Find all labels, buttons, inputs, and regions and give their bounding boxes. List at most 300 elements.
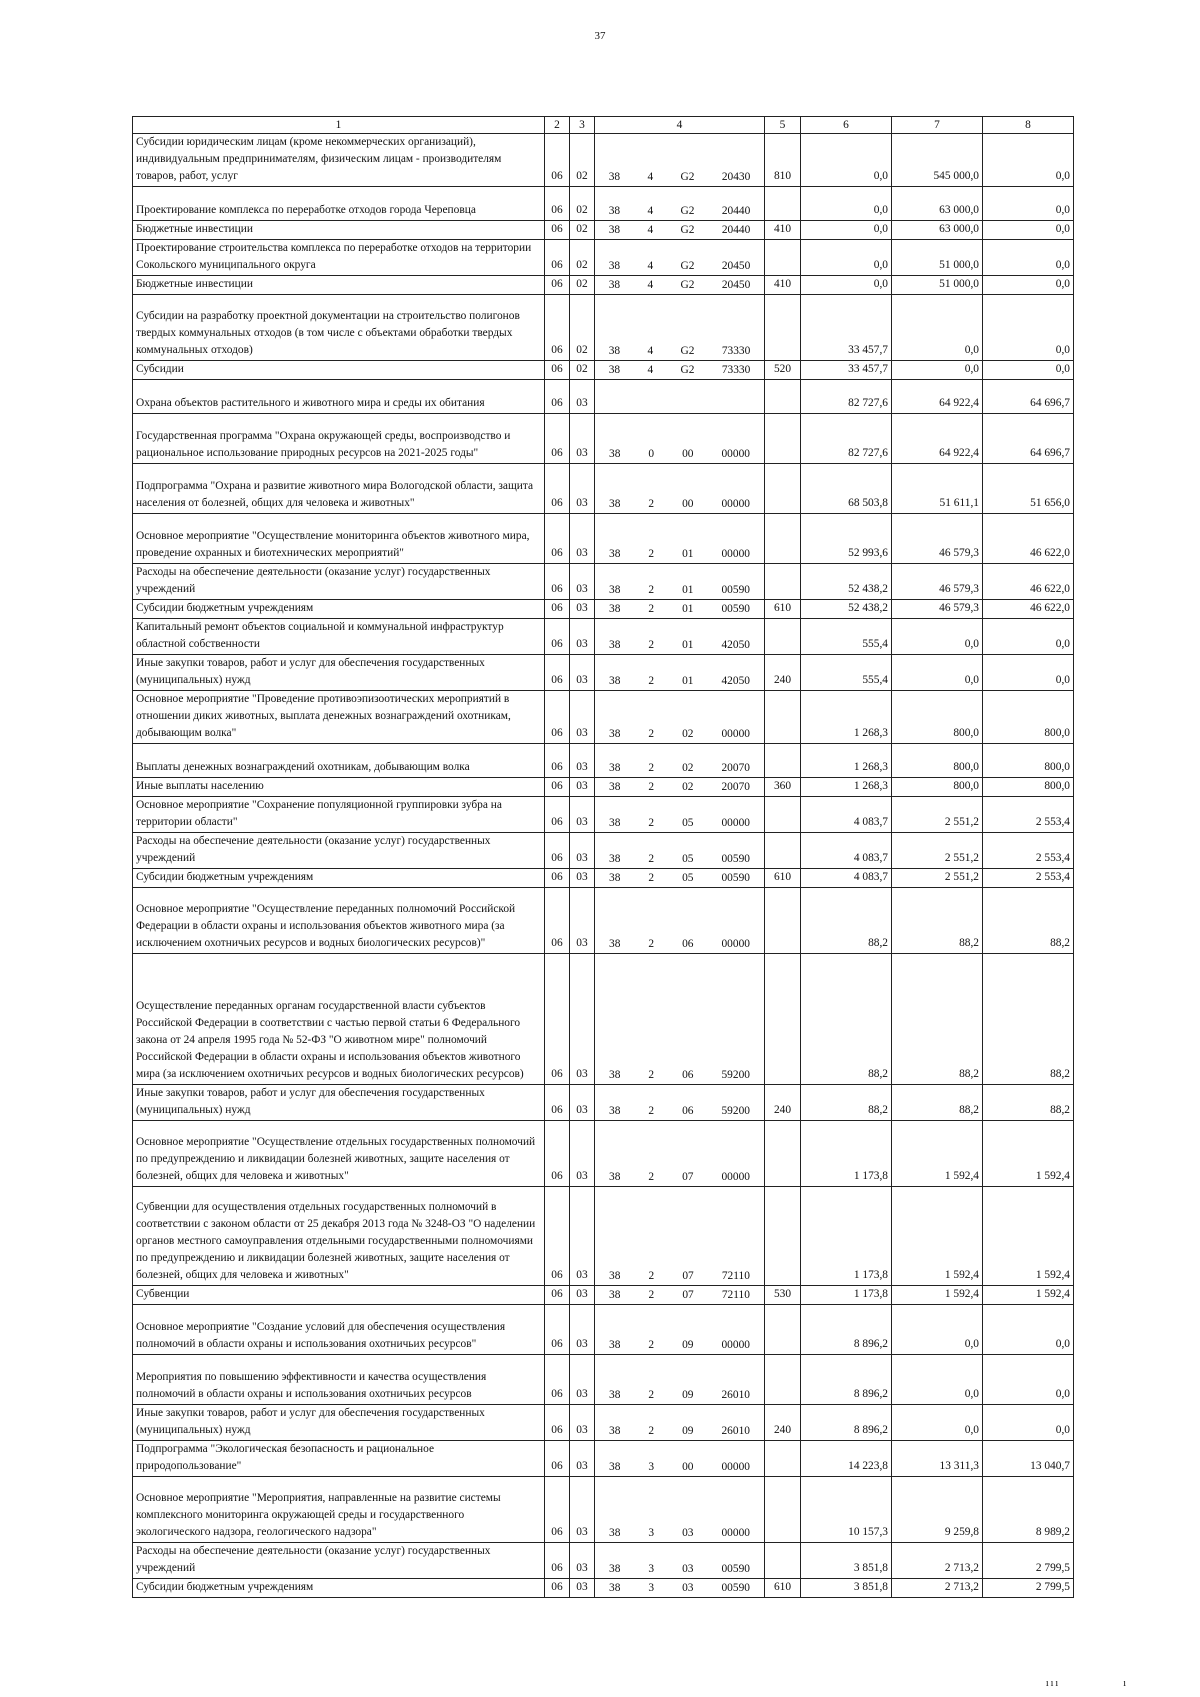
target-article-parts — [595, 343, 764, 360]
program-code: 38 — [608, 224, 621, 236]
direction-code: 72110 — [721, 1270, 750, 1282]
section-code: 06 — [545, 1121, 570, 1187]
subsection-code: 03 — [570, 514, 595, 564]
amount-col-7: 46 579,3 — [892, 564, 983, 600]
row-name: Субсидии бюджетным учреждениям — [133, 600, 545, 619]
page-number: 37 — [594, 30, 606, 42]
amount-col-6: 52 438,2 — [801, 600, 892, 619]
program-code: 38 — [609, 1582, 621, 1594]
target-article-code — [595, 187, 765, 221]
amount-col-6: 10 157,3 — [801, 1477, 892, 1543]
target-article-code — [595, 744, 765, 778]
subprogram-code: 2 — [648, 548, 655, 560]
header-cell: 3 — [570, 117, 595, 134]
direction-code: 20430 — [721, 171, 751, 183]
amount-col-7: 51 000,0 — [892, 240, 983, 276]
program-code: 38 — [609, 872, 621, 884]
amount-col-6: 3 851,8 — [801, 1543, 892, 1579]
target-article-parts — [595, 760, 764, 777]
direction-code: 73330 — [721, 345, 751, 357]
program-code: 38 — [608, 171, 621, 183]
measure-code: 06 — [682, 1105, 694, 1117]
amount-col-8: 8 989,2 — [983, 1477, 1074, 1543]
section-code: 06 — [545, 187, 570, 221]
amount-col-7: 800,0 — [892, 778, 983, 797]
program-code: 38 — [609, 603, 621, 615]
expense-type-code: 810 — [765, 134, 801, 187]
subsection-code: 03 — [570, 464, 595, 514]
amount-col-6: 4 083,7 — [801, 869, 892, 888]
amount-col-7: 2 713,2 — [892, 1579, 983, 1598]
section-code: 06 — [545, 778, 570, 797]
amount-col-7: 46 579,3 — [892, 514, 983, 564]
subprogram-code: 2 — [648, 1425, 655, 1437]
section-code: 06 — [545, 1286, 570, 1305]
amount-col-8: 0,0 — [983, 295, 1074, 361]
expense-type-code — [765, 888, 801, 954]
section-code: 06 — [545, 564, 570, 600]
direction-code: 42050 — [721, 639, 750, 651]
expense-type-code: 610 — [765, 600, 801, 619]
expense-type-code — [765, 1305, 801, 1355]
amount-col-6: 3 851,8 — [801, 1579, 892, 1598]
subsection-code: 03 — [570, 1085, 595, 1121]
direction-code: 20450 — [721, 279, 751, 291]
header-cell: 4 — [595, 117, 765, 134]
subprogram-code: 2 — [648, 1270, 655, 1282]
section-code: 06 — [545, 414, 570, 464]
table-row — [133, 1187, 1074, 1286]
target-article-parts — [595, 1561, 764, 1578]
program-code: 38 — [609, 1171, 621, 1183]
subprogram-code: 2 — [648, 728, 655, 740]
direction-code: 20070 — [721, 781, 750, 793]
section-code: 06 — [545, 221, 570, 240]
subsection-code: 02 — [570, 240, 595, 276]
target-article-parts — [595, 936, 764, 953]
row-name: Расходы на обеспечение деятельности (оказание услуг) государственных учреждений — [133, 1543, 545, 1579]
target-article-code — [595, 954, 765, 1085]
target-article-code — [595, 655, 765, 691]
header-cell: 1 — [133, 117, 545, 134]
row-name: Иные закупки товаров, работ и услуг для обеспечения государственных (муниципальных) нужд — [133, 655, 545, 691]
measure-code: 02 — [682, 728, 694, 740]
target-article-parts — [595, 1103, 764, 1120]
subsection-code: 02 — [570, 276, 595, 295]
table-row — [133, 691, 1074, 744]
table-row — [133, 888, 1074, 954]
measure-code: 01 — [682, 639, 694, 651]
expense-type-code — [765, 414, 801, 464]
program-code: 38 — [609, 1527, 621, 1539]
measure-code: G2 — [680, 171, 695, 183]
row-name: Основное мероприятие "Осуществление переданных полномочий Российской Федерации в области охраны и использования объектов животного мира (за исключением охотничьих ресурсов и водных биологических ресурсов)" — [133, 888, 545, 954]
subsection-code: 03 — [570, 600, 595, 619]
row-name: Субсидии — [133, 361, 545, 380]
expense-type-code — [765, 691, 801, 744]
measure-code: 01 — [682, 603, 694, 615]
amount-col-6: 1 173,8 — [801, 1121, 892, 1187]
measure-code: G2 — [680, 279, 695, 291]
expense-type-code — [765, 1187, 801, 1286]
target-article-code — [595, 1121, 765, 1187]
table-header-row — [133, 117, 1074, 134]
target-article-parts — [595, 362, 764, 379]
subprogram-code: 2 — [648, 1105, 655, 1117]
target-article-parts — [595, 258, 764, 275]
program-code: 38 — [609, 1389, 621, 1401]
expense-type-code: 410 — [765, 276, 801, 295]
target-article-parts — [595, 870, 764, 887]
program-code: 38 — [609, 1069, 621, 1081]
amount-col-7: 13 311,3 — [892, 1441, 983, 1477]
subprogram-code: 2 — [648, 498, 655, 510]
direction-code: 26010 — [721, 1425, 750, 1437]
subsection-code: 03 — [570, 833, 595, 869]
amount-col-7: 64 922,4 — [892, 414, 983, 464]
section-code: 06 — [545, 1085, 570, 1121]
program-code: 38 — [608, 345, 621, 357]
amount-col-8: 88,2 — [983, 888, 1074, 954]
row-name: Иные закупки товаров, работ и услуг для обеспечения государственных (муниципальных) нужд — [133, 1085, 545, 1121]
section-code: 06 — [545, 833, 570, 869]
subprogram-code: 0 — [648, 448, 655, 460]
subsection-code: 03 — [570, 1305, 595, 1355]
amount-col-7: 63 000,0 — [892, 221, 983, 240]
target-article-code — [595, 1187, 765, 1286]
target-article-parts — [595, 1337, 764, 1354]
expense-type-code — [765, 1477, 801, 1543]
target-article-code — [595, 464, 765, 514]
subsection-code: 02 — [570, 134, 595, 187]
program-code: 38 — [609, 1105, 621, 1117]
program-code: 38 — [608, 364, 621, 376]
table-row — [133, 869, 1074, 888]
subprogram-code: 2 — [648, 1289, 655, 1301]
target-article-code — [595, 888, 765, 954]
measure-code: 01 — [682, 584, 694, 596]
row-name: Мероприятия по повышению эффективности и качества осуществления полномочий в области охраны и использования охотничьих ресурсов — [133, 1355, 545, 1405]
header-cell: 8 — [983, 117, 1074, 134]
amount-col-7: 1 592,4 — [892, 1286, 983, 1305]
program-code: 38 — [608, 205, 621, 217]
expense-type-code — [765, 797, 801, 833]
row-name: Капитальный ремонт объектов социальной и коммунальной инфраструктур областной собственности — [133, 619, 545, 655]
subprogram-code: 4 — [647, 279, 654, 291]
amount-col-6: 8 896,2 — [801, 1405, 892, 1441]
table-row — [133, 295, 1074, 361]
subsection-code: 02 — [570, 221, 595, 240]
expense-type-code: 610 — [765, 1579, 801, 1598]
measure-code: 07 — [682, 1270, 694, 1282]
table-row — [133, 1085, 1074, 1121]
program-code: 38 — [609, 448, 621, 460]
direction-code: 00000 — [721, 817, 750, 829]
row-name: Государственная программа "Охрана окружающей среды, воспроизводство и рациональное использование природных ресурсов на 2021-2025 годы" — [133, 414, 545, 464]
amount-col-8: 1 592,4 — [983, 1286, 1074, 1305]
target-article-code — [595, 276, 765, 295]
subprogram-code: 4 — [647, 345, 654, 357]
target-article-parts — [595, 446, 764, 463]
program-code: 38 — [609, 728, 621, 740]
expense-type-code — [765, 295, 801, 361]
expense-type-code: 530 — [765, 1286, 801, 1305]
expense-type-code — [765, 1441, 801, 1477]
amount-col-7: 0,0 — [892, 619, 983, 655]
amount-col-8: 64 696,7 — [983, 380, 1074, 414]
section-code: 06 — [545, 797, 570, 833]
amount-col-8: 0,0 — [983, 276, 1074, 295]
measure-code: 03 — [682, 1582, 694, 1594]
amount-col-7: 545 000,0 — [892, 134, 983, 187]
amount-col-7: 9 259,8 — [892, 1477, 983, 1543]
subsection-code: 03 — [570, 1405, 595, 1441]
row-name: Основное мероприятие "Осуществление мониторинга объектов животного мира, проведение охранных и биотехнических мероприятий" — [133, 514, 545, 564]
amount-col-8: 800,0 — [983, 778, 1074, 797]
amount-col-6: 1 268,3 — [801, 691, 892, 744]
target-article-code — [595, 514, 765, 564]
subprogram-code: 2 — [648, 1171, 655, 1183]
amount-col-7: 0,0 — [892, 361, 983, 380]
section-code: 06 — [545, 1355, 570, 1405]
direction-code: 59200 — [721, 1069, 750, 1081]
subprogram-code: 2 — [648, 584, 655, 596]
subsection-code: 02 — [570, 295, 595, 361]
amount-col-7: 800,0 — [892, 744, 983, 778]
measure-code: 06 — [682, 938, 694, 950]
amount-col-7: 2 551,2 — [892, 869, 983, 888]
direction-code: 26010 — [721, 1389, 750, 1401]
row-name: Основное мероприятие "Сохранение популяционной группировки зубра на территории области" — [133, 797, 545, 833]
expense-type-code — [765, 744, 801, 778]
amount-col-6: 82 727,6 — [801, 380, 892, 414]
direction-code: 00000 — [721, 938, 750, 950]
target-article-parts — [595, 496, 764, 513]
expense-type-code — [765, 464, 801, 514]
expense-type-code — [765, 833, 801, 869]
target-article-code — [595, 564, 765, 600]
amount-col-8: 0,0 — [983, 619, 1074, 655]
target-article-parts — [595, 222, 764, 239]
program-code: 38 — [609, 675, 621, 687]
table-row — [133, 240, 1074, 276]
amount-col-6: 1 268,3 — [801, 744, 892, 778]
amount-col-7: 88,2 — [892, 888, 983, 954]
target-article-parts — [595, 673, 764, 690]
direction-code: 20440 — [721, 205, 751, 217]
expense-type-code — [765, 514, 801, 564]
amount-col-8: 800,0 — [983, 744, 1074, 778]
target-article-parts — [595, 1387, 764, 1404]
amount-col-6: 52 438,2 — [801, 564, 892, 600]
amount-col-6: 0,0 — [801, 240, 892, 276]
measure-code: 05 — [682, 872, 694, 884]
table-row — [133, 600, 1074, 619]
subprogram-code: 3 — [648, 1461, 655, 1473]
target-article-code — [595, 240, 765, 276]
table-row — [133, 464, 1074, 514]
measure-code: 03 — [682, 1563, 694, 1575]
measure-code: 01 — [682, 548, 694, 560]
measure-code: G2 — [680, 364, 695, 376]
measure-code: G2 — [680, 205, 695, 217]
expense-type-code — [765, 564, 801, 600]
direction-code: 00000 — [721, 498, 750, 510]
amount-col-6: 82 727,6 — [801, 414, 892, 464]
subprogram-code: 2 — [648, 938, 655, 950]
expense-type-code: 240 — [765, 1085, 801, 1121]
row-name: Основное мероприятие "Осуществление отдельных государственных полномочий по предупреждению и ликвидации болезней животных, защите населения от болезней, общих для человека и животных" — [133, 1121, 545, 1187]
amount-col-6: 0,0 — [801, 276, 892, 295]
measure-code: 00 — [682, 448, 694, 460]
section-code: 06 — [545, 514, 570, 564]
direction-code: 42050 — [721, 675, 750, 687]
row-name: Осуществление переданных органам государственной власти субъектов Российской Федерации в соответствии с частью первой статьи 6 Федерального закона от 24 апреля 1995 года № 52-ФЗ "О животном мире" полномочий Российской Федерации в области охраны и использования объектов животного мира (за исключением охотничьих ресурсов и водных биологических ресурсов) — [133, 954, 545, 1085]
table-row — [133, 361, 1074, 380]
section-code: 06 — [545, 954, 570, 1085]
target-article-code — [595, 295, 765, 361]
amount-col-6: 52 993,6 — [801, 514, 892, 564]
row-name: Основное мероприятие "Проведение противоэпизоотических мероприятий в отношении диких животных, выплата денежных вознаграждений охотникам, добывающим волка" — [133, 691, 545, 744]
section-code: 06 — [545, 1405, 570, 1441]
amount-col-7: 88,2 — [892, 954, 983, 1085]
target-article-code — [595, 221, 765, 240]
subsection-code: 03 — [570, 888, 595, 954]
target-article-code — [595, 1085, 765, 1121]
amount-col-6: 555,4 — [801, 655, 892, 691]
row-name: Бюджетные инвестиции — [133, 276, 545, 295]
amount-col-6: 555,4 — [801, 619, 892, 655]
target-article-code — [595, 134, 765, 187]
amount-col-7: 2 713,2 — [892, 1543, 983, 1579]
section-code: 06 — [545, 1579, 570, 1598]
target-article-parts — [595, 1525, 764, 1542]
target-article-parts — [595, 851, 764, 868]
program-code: 38 — [609, 762, 621, 774]
direction-code: 00590 — [721, 853, 750, 865]
expense-type-code: 240 — [765, 655, 801, 691]
subprogram-code: 2 — [648, 762, 655, 774]
subsection-code: 03 — [570, 778, 595, 797]
table-row — [133, 380, 1074, 414]
program-code: 38 — [609, 1563, 621, 1575]
amount-col-7: 2 551,2 — [892, 797, 983, 833]
expense-type-code: 240 — [765, 1405, 801, 1441]
expense-type-code: 610 — [765, 869, 801, 888]
target-article-code — [595, 1355, 765, 1405]
expense-type-code — [765, 240, 801, 276]
target-article-parts — [595, 1067, 764, 1084]
measure-code: G2 — [680, 224, 695, 236]
target-article-code — [595, 380, 765, 414]
section-code: 06 — [545, 464, 570, 514]
amount-col-6: 88,2 — [801, 954, 892, 1085]
direction-code: 00000 — [721, 728, 750, 740]
amount-col-6: 4 083,7 — [801, 833, 892, 869]
direction-code: 00590 — [721, 584, 750, 596]
amount-col-8: 0,0 — [983, 655, 1074, 691]
program-code: 38 — [609, 781, 621, 793]
program-code: 38 — [609, 938, 621, 950]
row-name: Проектирование строительства комплекса по переработке отходов на территории Сокольского муниципального округа — [133, 240, 545, 276]
table-row — [133, 514, 1074, 564]
measure-code: 05 — [682, 817, 694, 829]
section-code: 06 — [545, 1187, 570, 1286]
target-article-code — [595, 691, 765, 744]
target-article-code — [595, 869, 765, 888]
subsection-code: 03 — [570, 1477, 595, 1543]
amount-col-8: 2 799,5 — [983, 1543, 1074, 1579]
subsection-code: 03 — [570, 1543, 595, 1579]
row-name: Субсидии бюджетным учреждениям — [133, 869, 545, 888]
expense-type-code — [765, 380, 801, 414]
amount-col-6: 0,0 — [801, 134, 892, 187]
header-cell: 2 — [545, 117, 570, 134]
section-code: 06 — [545, 276, 570, 295]
row-name: Проектирование комплекса по переработке отходов города Череповца — [133, 187, 545, 221]
section-code: 06 — [545, 1305, 570, 1355]
subsection-code: 03 — [570, 797, 595, 833]
subsection-code: 03 — [570, 954, 595, 1085]
section-code: 06 — [545, 744, 570, 778]
amount-col-8: 46 622,0 — [983, 514, 1074, 564]
scan-marks: ııı ı — [1045, 1678, 1128, 1689]
amount-col-8: 2 553,4 — [983, 833, 1074, 869]
table-row — [133, 1121, 1074, 1187]
amount-col-7: 2 551,2 — [892, 833, 983, 869]
expense-type-code: 410 — [765, 221, 801, 240]
subprogram-code: 2 — [648, 639, 655, 651]
section-code: 06 — [545, 361, 570, 380]
direction-code: 00000 — [721, 1461, 750, 1473]
subprogram-code: 2 — [648, 872, 655, 884]
subsection-code: 03 — [570, 1121, 595, 1187]
amount-col-6: 33 457,7 — [801, 361, 892, 380]
amount-col-7: 1 592,4 — [892, 1187, 983, 1286]
amount-col-6: 14 223,8 — [801, 1441, 892, 1477]
measure-code: 06 — [682, 1069, 694, 1081]
amount-col-8: 88,2 — [983, 954, 1074, 1085]
measure-code: 00 — [682, 1461, 694, 1473]
amount-col-6: 1 268,3 — [801, 778, 892, 797]
section-code: 06 — [545, 295, 570, 361]
measure-code: 09 — [682, 1425, 694, 1437]
amount-col-7: 88,2 — [892, 1085, 983, 1121]
row-name: Основное мероприятие "Создание условий для обеспечения осуществления полномочий в области охраны и использования охотничьих ресурсов" — [133, 1305, 545, 1355]
subsection-code: 03 — [570, 1355, 595, 1405]
measure-code: G2 — [680, 345, 695, 357]
target-article-code — [595, 600, 765, 619]
direction-code: 00000 — [721, 448, 750, 460]
subprogram-code: 2 — [648, 817, 655, 829]
subprogram-code: 3 — [648, 1527, 655, 1539]
row-name: Субсидии на разработку проектной документации на строительство полигонов твердых коммунальных отходов (в том числе с объектами обработки твердых коммунальных отходов) — [133, 295, 545, 361]
amount-col-7: 0,0 — [892, 1405, 983, 1441]
table-row — [133, 221, 1074, 240]
table-row — [133, 564, 1074, 600]
subprogram-code: 2 — [648, 781, 655, 793]
subprogram-code: 2 — [648, 675, 655, 687]
row-name: Субсидии юридическим лицам (кроме некоммерческих организаций), индивидуальным предпринимателям, физическим лицам - производителям товаров, работ, услуг — [133, 134, 545, 187]
subprogram-code: 2 — [648, 1389, 655, 1401]
section-code: 06 — [545, 1543, 570, 1579]
target-article-code — [595, 1305, 765, 1355]
subsection-code: 03 — [570, 655, 595, 691]
subprogram-code: 3 — [648, 1582, 655, 1594]
amount-col-6: 1 173,8 — [801, 1187, 892, 1286]
measure-code: 07 — [682, 1289, 694, 1301]
direction-code: 00590 — [721, 1563, 750, 1575]
